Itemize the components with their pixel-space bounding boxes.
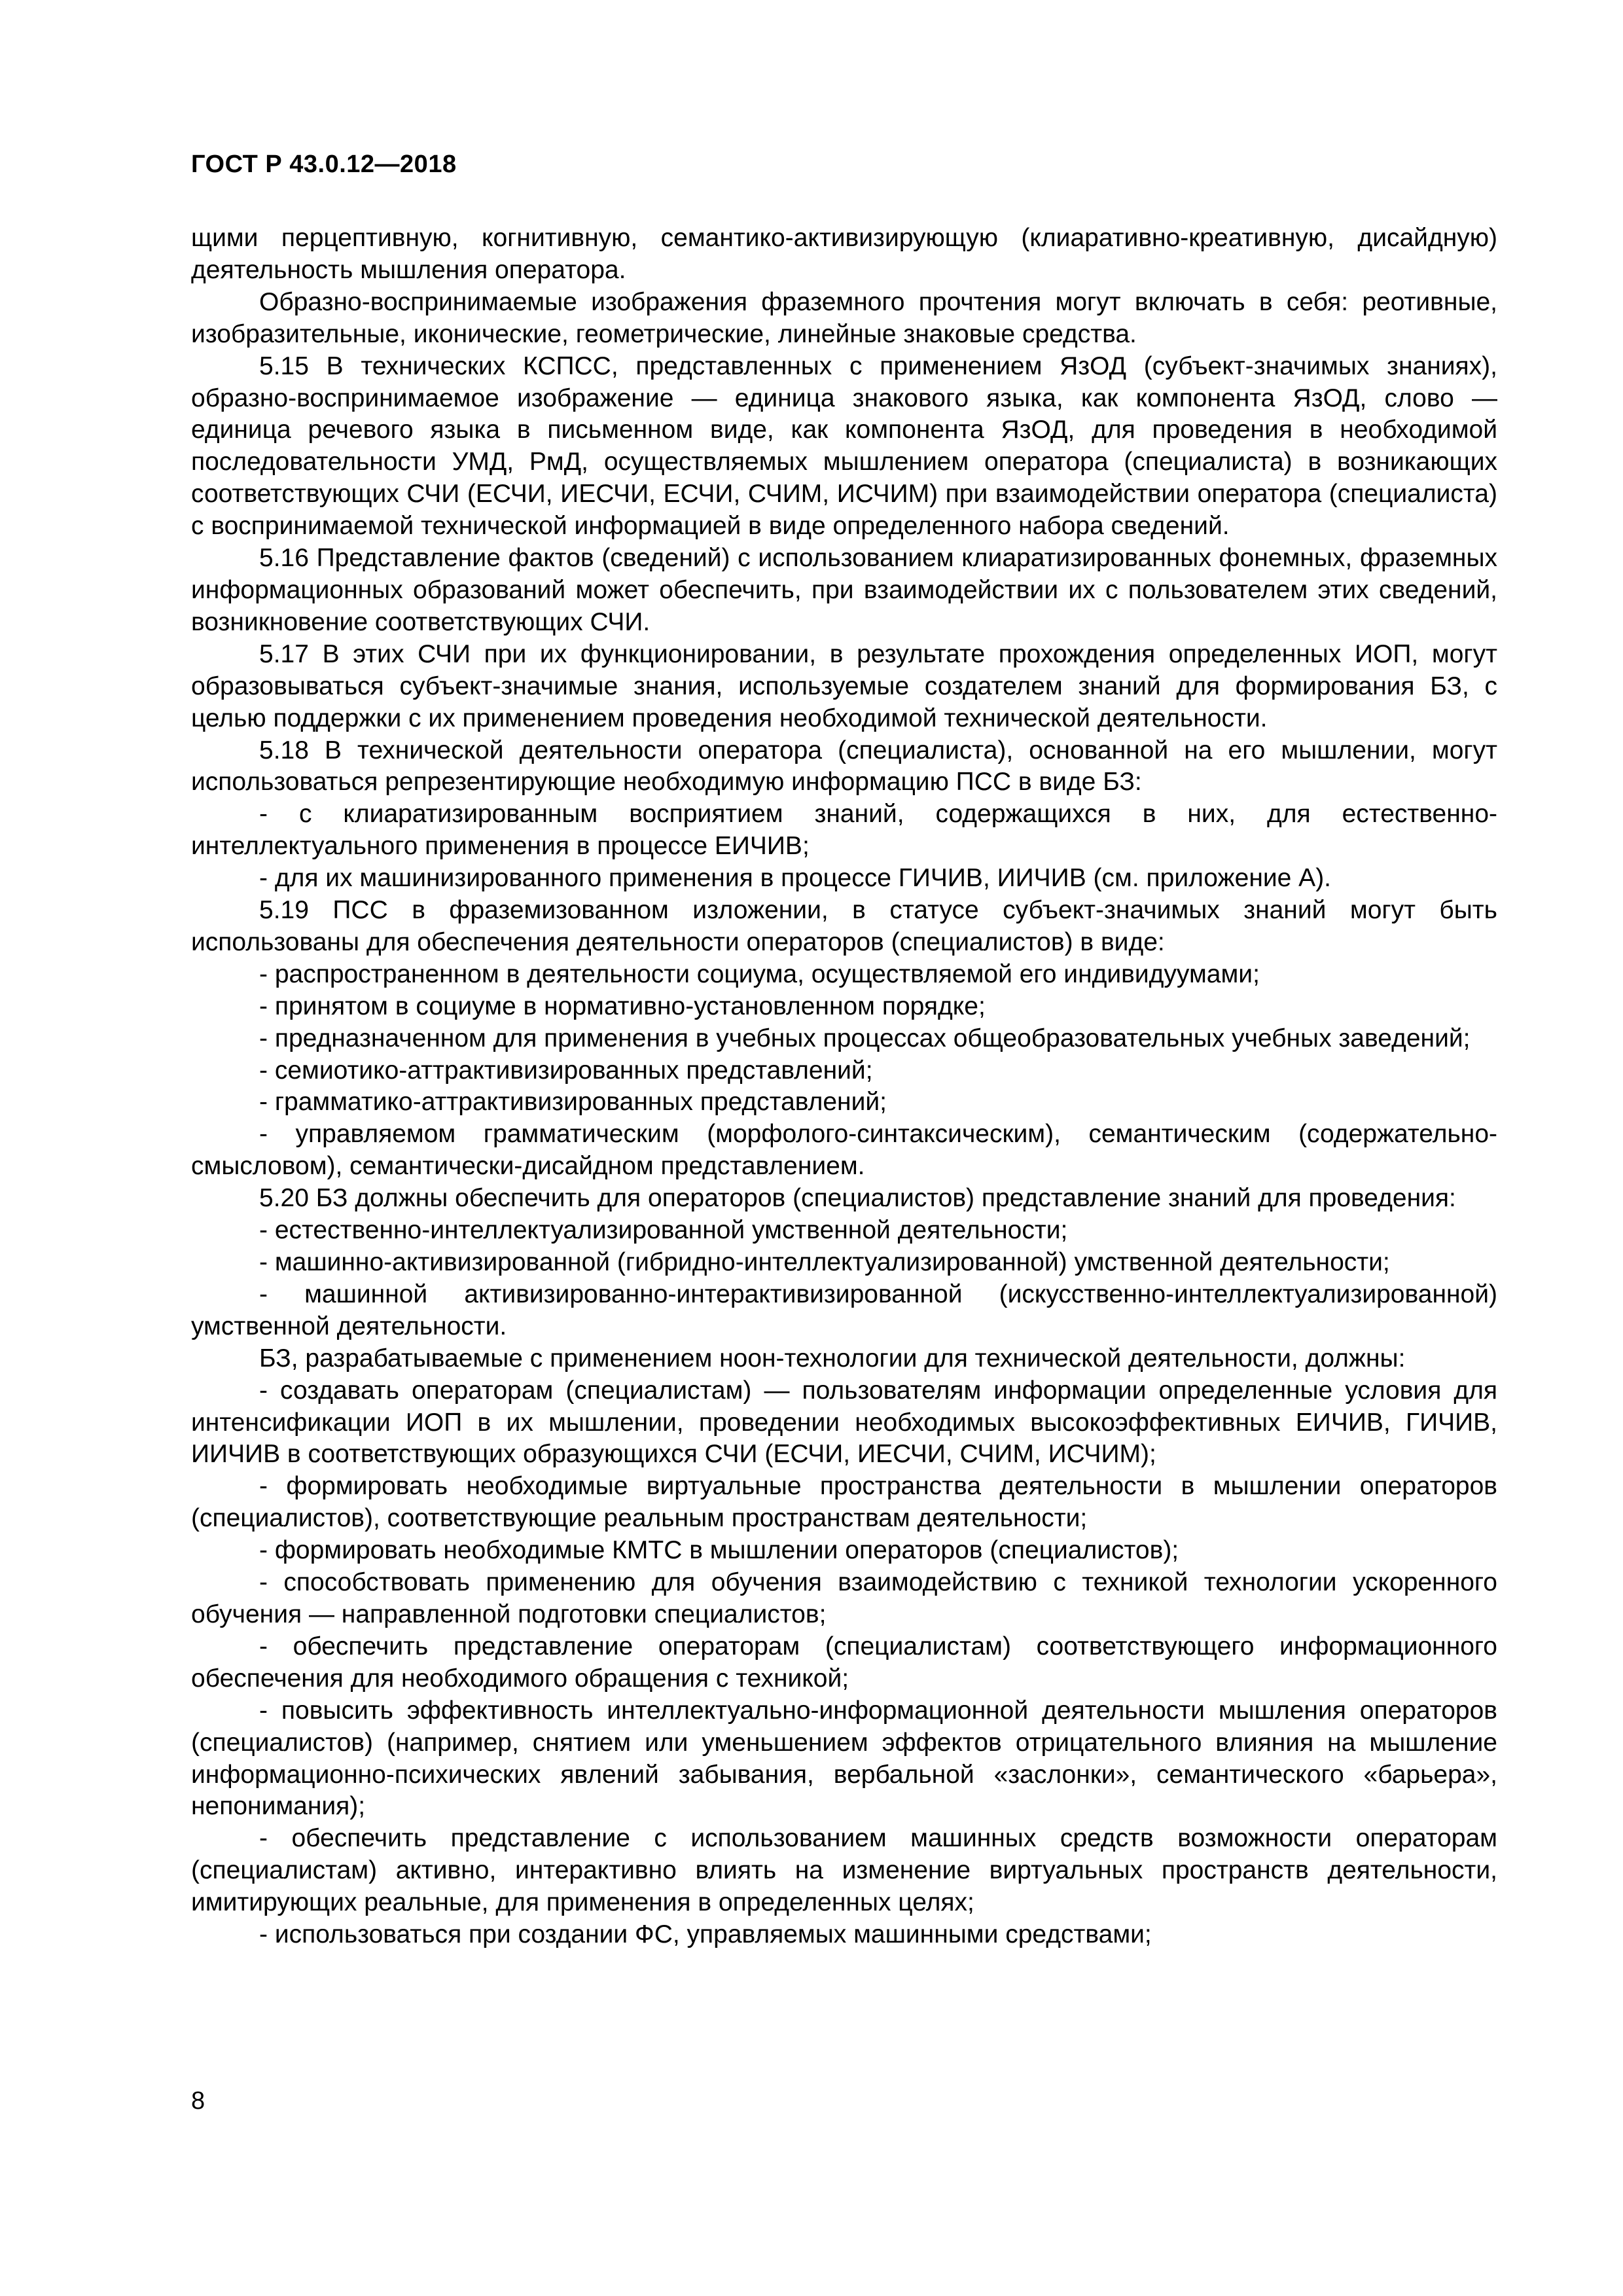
paragraph: 5.18 В технической деятельности оператора (специалиста), основанной на его мышлении, могут использоваться репрезентирующие необходимую информацию ПСС в виде БЗ:	[191, 736, 1497, 797]
paragraph: 5.20 БЗ должны обеспечить для операторов (специалистов) представление знаний для проведения:	[259, 1184, 1456, 1213]
paragraph: 5.17 В этих СЧИ при их функционировании, в результате прохождения определенных ИОП, могут образовываться субъект-значимые знания, используемые создателем знаний для формирования БЗ, с целью поддержки с их применением проведения необходимой технической деятельности.	[191, 639, 1497, 732]
page-number: 8	[191, 2087, 205, 2115]
list-item: - предназначенном для применения в учебных процессах общеобразовательных учебных заведений;	[259, 1024, 1471, 1052]
list-item: - способствовать применению для обучения взаимодействию с техникой технологии ускоренного обучения — направленной подготовки специалистов;	[191, 1568, 1497, 1628]
list-item: - использоваться при создании ФС, управляемых машинными средствами;	[259, 1920, 1152, 1949]
list-item: - создавать операторам (специалистам) — пользователям информации определенные условия для интенсификации ИОП в их мышлении, проведении необходимых высокоэффективных ЕИЧИВ, ГИЧИВ, ИИЧИВ в соответствующих образующихся СЧИ (ЕСЧИ, ИЕСЧИ, СЧИМ, ИСЧИМ);	[191, 1376, 1497, 1469]
document-body	[191, 223, 1497, 1951]
paragraph: 5.15 В технических КСПСС, представленных с применением ЯзОД (субъект-значимых знаниях), образно-воспринимаемое изображение — единица знакового языка, как компонента ЯзОД, слово — единица речевого языка в письменном виде, как компонента ЯзОД, для проведения в необходимой последовательности УМД, РмД, осуществляемых мышлением оператора (специалиста) в возникающих соответствующих СЧИ (ЕСЧИ, ИЕСЧИ, ЕСЧИ, СЧИМ, ИСЧИМ) при взаимодействии оператора (специалиста) с воспринимаемой технической информацией в виде определенного набора сведений.	[191, 351, 1497, 541]
list-item: - формировать необходимые КМТС в мышлении операторов (специалистов);	[259, 1536, 1179, 1565]
list-item: - обеспечить представление операторам (специалистам) соответствующего информационного обеспечения для необходимого обращения с техникой;	[191, 1632, 1497, 1693]
list-item: - машинно-активизированной (гибридно-интеллектуализированной) умственной деятельности;	[259, 1248, 1390, 1276]
list-item: - семиотико-аттрактивизированных представлений;	[259, 1056, 873, 1085]
document-code-header: ГОСТ Р 43.0.12—2018	[191, 151, 457, 178]
list-item: - формировать необходимые виртуальные пространства деятельности в мышлении операторов (специалистов), соответствующие реальным пространствам деятельности;	[191, 1472, 1497, 1533]
list-item: - принятом в социуме в нормативно-установленном порядке;	[259, 992, 986, 1020]
paragraph: 5.19 ПСС в фраземизованном изложении, в статусе субъект-значимых знаний могут быть использованы для обеспечения деятельности операторов (специалистов) в виде:	[191, 896, 1497, 956]
list-item: - повысить эффективность интеллектуально-информационной деятельности мышления операторов (специалистов) (например, снятием или уменьшением эффектов отрицательного влияния на мышление информационно-психических явлений забывания, вербальной «заслонки», семантического «барьера», непонимания);	[191, 1696, 1497, 1821]
list-item: - грамматико-аттрактивизированных представлений;	[259, 1088, 887, 1117]
list-item: - распространенном в деятельности социума, осуществляемой его индивидуумами;	[259, 960, 1260, 988]
list-item: - управляемом грамматическим (морфолого-синтаксическим), семантическим (содержательно-смысловом), семантически-дисайдном представлением.	[191, 1120, 1497, 1181]
paragraph: БЗ, разрабатываемые с применением ноон-технологии для технической деятельности, должны:	[259, 1344, 1406, 1372]
paragraph: Образно-воспринимаемые изображения фраземного прочтения могут включать в себя: реотивные, изобразительные, иконические, геометрические, линейные знаковые средства.	[191, 287, 1497, 348]
list-item: - машинной активизированно-интерактивизированной (искусственно-интеллектуализированной) умственной деятельности.	[191, 1280, 1497, 1340]
paragraph: щими перцептивную, когнитивную, семантико-активизирующую (клиаративно-креативную, дисайдную) деятельность мышления оператора.	[191, 224, 1497, 284]
list-item: - для их машинизированного применения в процессе ГИЧИВ, ИИЧИВ (см. приложение А).	[259, 864, 1332, 893]
list-item: - с клиаратизированным восприятием знаний, содержащихся в них, для естественно-интеллектуального применения в процессе ЕИЧИВ;	[191, 800, 1497, 861]
list-item: - обеспечить представление с использованием машинных средств возможности операторам (специалистам) активно, интерактивно влиять на изменение виртуальных пространств деятельности, имитирующих реальные, для применения в определенных целях;	[191, 1824, 1497, 1917]
list-item: - естественно-интеллектуализированной умственной деятельности;	[259, 1216, 1068, 1245]
paragraph: 5.16 Представление фактов (сведений) с использованием клиаратизированных фонемных, фраземных информационных образований может обеспечить, при взаимодействии их с пользователем этих сведений, возникновение соответствующих СЧИ.	[191, 544, 1497, 636]
